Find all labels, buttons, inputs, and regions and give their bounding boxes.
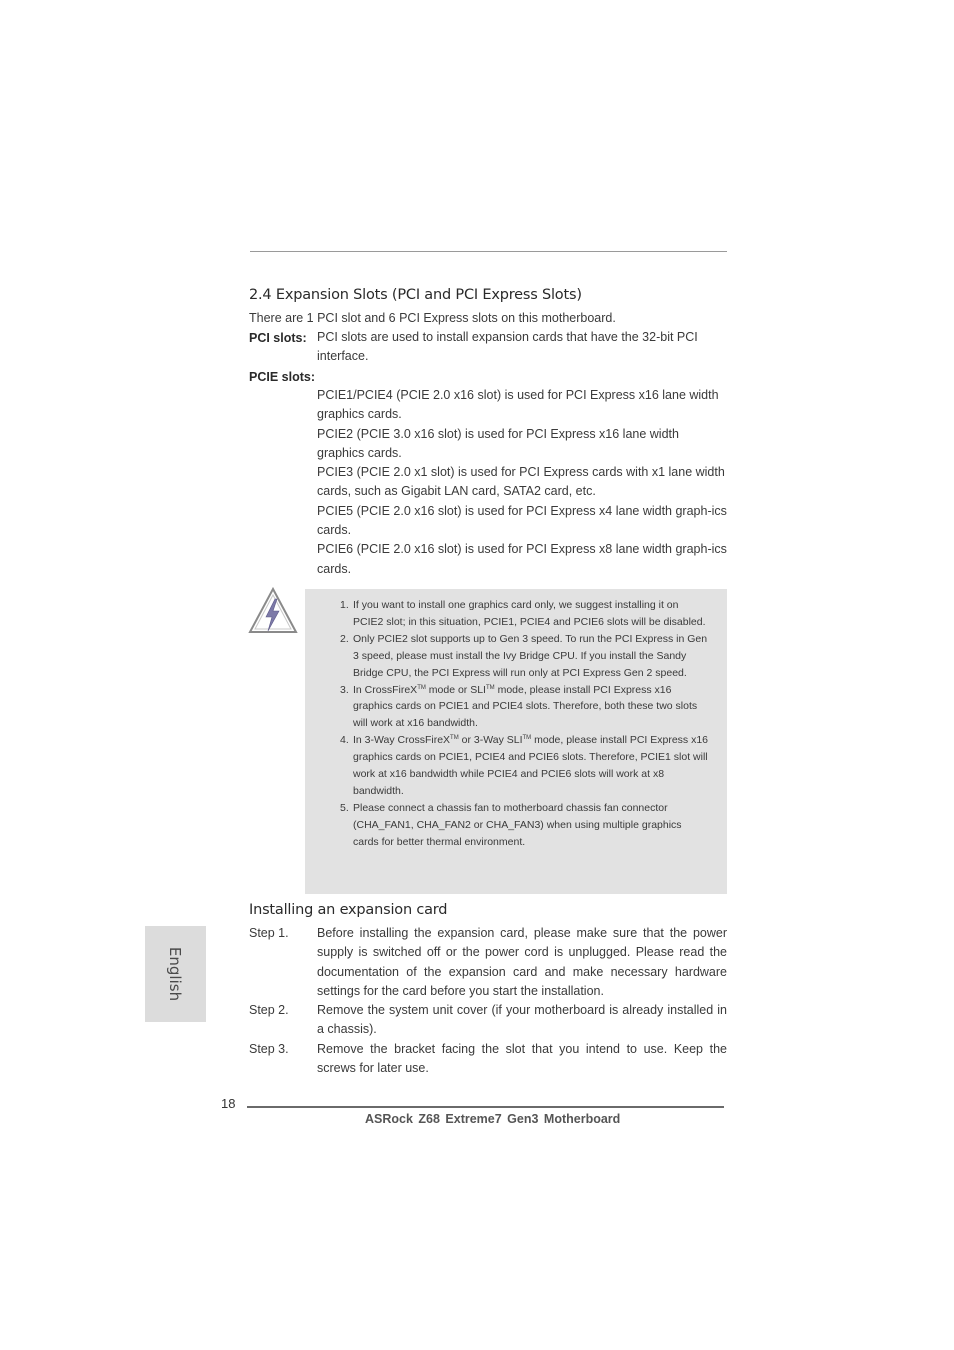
language-tab	[145, 926, 206, 1022]
note-item	[340, 682, 710, 733]
note-item	[340, 597, 710, 631]
trademark-mark: TM	[417, 684, 426, 691]
page-number: 18	[221, 1096, 236, 1111]
language-tab-label: English	[166, 946, 184, 1002]
trademark-mark: TM	[485, 684, 495, 691]
note-text: Only PCIE2 slot supports up to Gen 3 speed. To run the PCI Express in Gen 3 speed, please must install the Ivy Bridge CPU. If you install the Sandy Bridge CPU, the PCI Express will run only at PCI Express Gen 2 speed.	[353, 632, 708, 679]
note-item	[340, 732, 710, 800]
note-text-part: mode or SLI	[425, 683, 486, 696]
step-text: Remove the system unit cover (if your motherboard is already installed in a chassis).	[317, 1003, 727, 1037]
pci-slots-label: PCI slots:	[249, 331, 307, 345]
trademark-mark: TM	[450, 735, 459, 742]
pci-slots-text: PCI slots are used to install expansion cards that have the 32-bit PCI interface.	[317, 330, 698, 364]
notes-list	[340, 597, 710, 851]
step-label: Step 1.	[249, 926, 289, 940]
pci-slots-description	[317, 328, 727, 367]
step-label: Step 2.	[249, 1003, 289, 1018]
note-text-part: or 3-Way SLI	[458, 734, 523, 747]
top-divider	[250, 251, 727, 252]
install-step	[249, 924, 727, 1001]
trademark-mark: TM	[522, 735, 532, 742]
note-number: 2.	[340, 632, 349, 645]
install-steps	[249, 924, 727, 1078]
pcie-item: PCIE1/PCIE4 (PCIE 2.0 x16 slot) is used for PCI Express x16 lane width graphics cards.	[317, 388, 719, 422]
section-title: 2.4 Expansion Slots (PCI and PCI Express Slots)	[249, 287, 582, 303]
note-number: 1.	[340, 599, 349, 611]
install-step	[249, 1040, 727, 1079]
section-intro: There are 1 PCI slot and 6 PCI Express slots on this motherboard.	[249, 311, 616, 325]
footer-text: ASRock Z68 Extreme7 Gen3 Motherboard	[365, 1112, 621, 1126]
step-text: Before installing the expansion card, please make sure that the power supply is switched off or the power cord is unplugged. Please read the documentation of the expansion card and make necessary hardware settings for the card before you start the installation.	[317, 926, 727, 998]
install-step	[249, 1001, 727, 1040]
note-text: Please connect a chassis fan to motherboard chassis fan connector (CHA_FAN1, CHA_FAN2 or CHA_FAN3) when using multiple graphics cards for better thermal environment.	[353, 801, 682, 848]
note-number: 3.	[340, 683, 349, 696]
warning-icon	[248, 587, 298, 635]
note-text-part: In CrossFireX	[353, 683, 418, 696]
note-item	[340, 631, 710, 682]
footer-divider	[247, 1106, 724, 1108]
pcie-item: PCIE5 (PCIE 2.0 x16 slot) is used for PCI Express x4 lane width graph-ics cards.	[317, 503, 727, 538]
note-number: 4.	[340, 734, 349, 747]
step-text: Remove the bracket facing the slot that you intend to use. Keep the screws for later use.	[317, 1041, 727, 1076]
pcie-slots-label: PCIE slots:	[249, 370, 315, 384]
pcie-item: PCIE6 (PCIE 2.0 x16 slot) is used for PCI Express x8 lane width graph-ics cards.	[317, 542, 727, 576]
note-number: 5.	[340, 801, 349, 814]
note-text-part: In 3-Way CrossFireX	[353, 734, 451, 747]
pcie-slots-list	[317, 386, 727, 579]
note-text-part: mode, please install PCI Express x16 graphics cards on PCIE1, PCIE4 and PCIE6 slots. Therefore, PCIE1 slot will work at x16 bandwidth while PCIE4 and PCIE6 slots will work at x8 bandwidth.	[353, 734, 709, 797]
step-label: Step 3.	[249, 1041, 289, 1056]
install-title: Installing an expansion card	[249, 902, 448, 918]
pcie-item: PCIE2 (PCIE 3.0 x16 slot) is used for PCI Express x16 lane width graphics cards.	[317, 426, 679, 460]
pcie-item: PCIE3 (PCIE 2.0 x1 slot) is used for PCI Express cards with x1 lane width cards, such as Gigabit LAN card, SATA2 card, etc.	[317, 465, 725, 499]
note-text-part: mode, please install PCI Express x16 graphics cards on PCIE1 and PCIE4 slots. Therefore, both these two slots will work at x16 bandwidth.	[353, 683, 698, 730]
note-item	[340, 800, 710, 851]
note-text: If you want to install one graphics card only, we suggest installing it on PCIE2 slot; in this situation, PCIE1, PCIE4 and PCIE6 slots will be disabled.	[353, 599, 706, 628]
